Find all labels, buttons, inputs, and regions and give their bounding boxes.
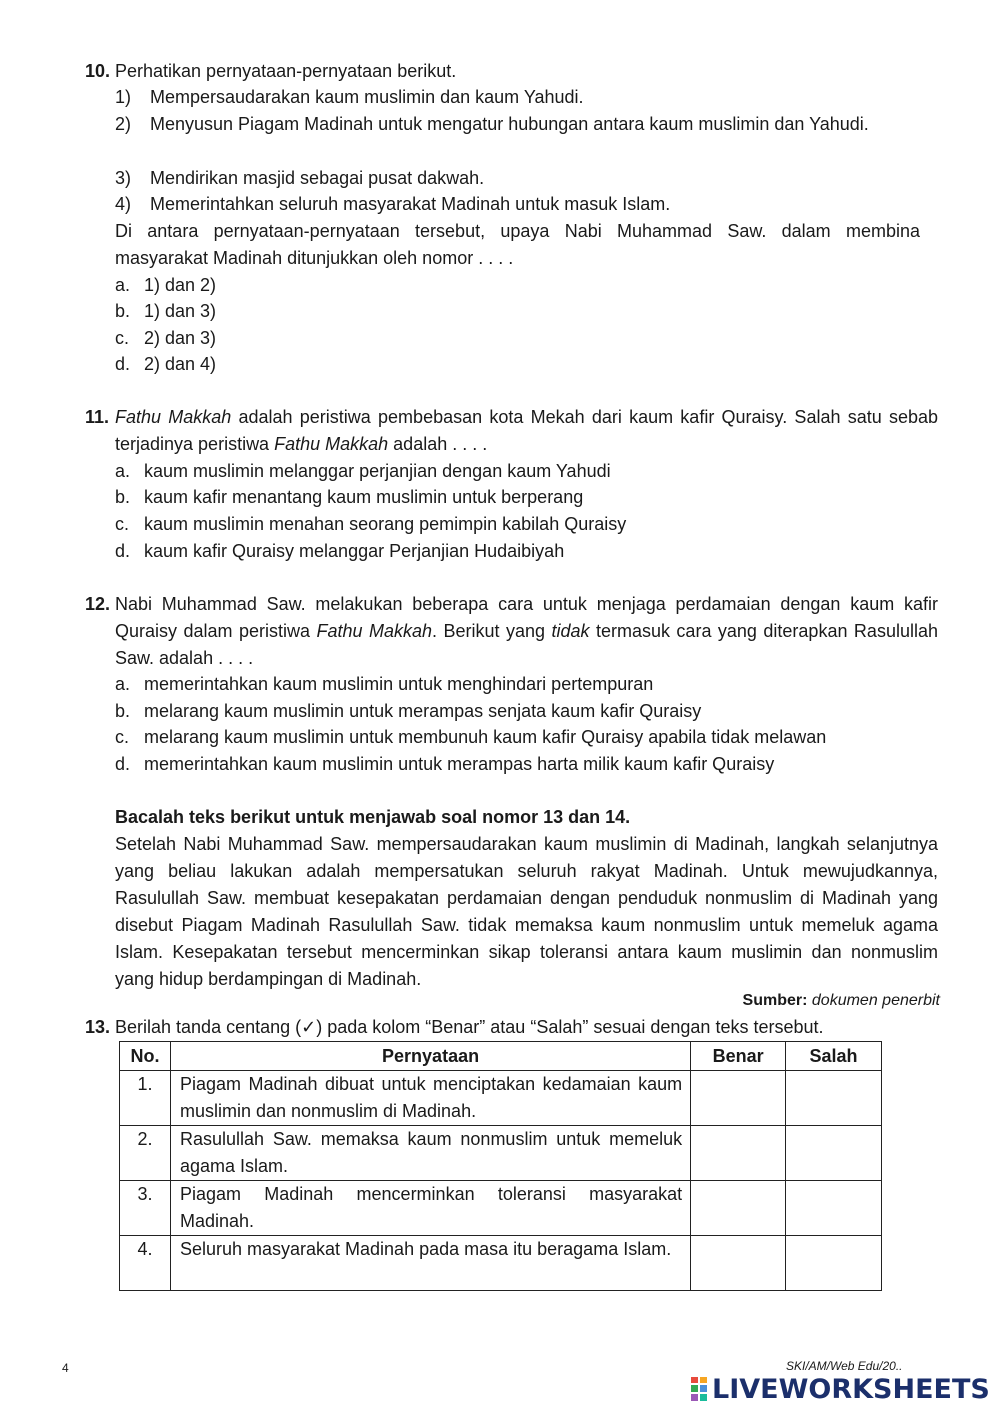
header-salah: Salah	[786, 1042, 882, 1071]
row-statement: Piagam Madinah dibuat untuk menciptakan kedamaian kaum muslimin dan nonmuslim di Madinah.	[170, 1071, 690, 1126]
reading-source	[743, 990, 940, 1012]
q11-italic-term: Fathu Makkah	[115, 407, 232, 427]
q12-italic-not: tidak	[551, 621, 590, 641]
table-header-row	[120, 1042, 882, 1071]
row-number: 2.	[120, 1126, 171, 1181]
q10-statement-num: 2)	[115, 114, 132, 134]
logo-square	[699, 1376, 708, 1384]
document-code: SKI/AM/Web Edu/20..	[786, 1359, 903, 1373]
q10-option-d[interactable]: 2) dan 4)	[144, 354, 217, 374]
q11-option-c[interactable]: kaum muslimin menahan seorang pemimpin kabilah Quraisy	[144, 514, 627, 534]
salah-cell[interactable]	[786, 1236, 882, 1291]
table-row	[120, 1071, 882, 1126]
q11-option-b-letter: b.	[115, 487, 131, 507]
q12-stem-b: . Berikut yang	[432, 621, 545, 641]
page-number: 4	[62, 1361, 69, 1375]
q10-option-d-letter: d.	[115, 354, 131, 374]
row-number: 3.	[120, 1181, 171, 1236]
q12-stem-c: termasuk cara yang diterapkan Rasulullah Saw. adalah . . . .	[115, 621, 938, 668]
q11-stem	[115, 404, 938, 458]
benar-cell[interactable]	[691, 1126, 786, 1181]
q10-statement: Memerintahkan seluruh masyarakat Madinah untuk masuk Islam.	[150, 194, 671, 214]
row-number: 4.	[120, 1236, 171, 1291]
source-value: dokumen penerbit	[811, 992, 940, 1009]
header-statement: Pernyataan	[170, 1042, 690, 1071]
salah-cell[interactable]	[786, 1126, 882, 1181]
reading-heading: Bacalah teks berikut untuk menjawab soal nomor 13 dan 14.	[115, 807, 631, 827]
row-statement: Piagam Madinah mencerminkan toleransi masyarakat Madinah.	[170, 1181, 690, 1236]
q13-number: 13.	[85, 1017, 111, 1037]
reading-passage: Setelah Nabi Muhammad Saw. mempersaudarakan kaum muslimin di Madinah, langkah selanjutnya yang beliau lakukan adalah mempersatukan seluruh rakyat Madinah. Untuk mewujudkannya, Rasulullah Saw. membuat kesepakatan perdamaian dengan penduduk nonmuslim di Madinah yang disebut Piagam Madinah Rasulullah Saw. tidak memaksa kaum nonmuslim untuk memeluk agama Islam. Kesepakatan tersebut mencerminkan sikap toleransi antara kaum muslimin dan nonmuslim yang hidup berdampingan di Madinah.	[115, 834, 938, 989]
q11-option-b[interactable]: kaum kafir menantang kaum muslimin untuk berperang	[144, 487, 584, 507]
logo-square	[690, 1393, 699, 1402]
q12-option-a-letter: a.	[115, 674, 131, 694]
row-statement: Seluruh masyarakat Madinah pada masa itu beragama Islam.	[170, 1236, 690, 1291]
logo-square	[690, 1376, 699, 1384]
q10-option-b[interactable]: 1) dan 3)	[144, 301, 217, 321]
row-statement: Rasulullah Saw. memaksa kaum nonmuslim untuk memeluk agama Islam.	[170, 1126, 690, 1181]
benar-cell[interactable]	[691, 1071, 786, 1126]
row-number: 1.	[120, 1071, 171, 1126]
q10-stem: Perhatikan pernyataan-pernyataan berikut.	[115, 61, 457, 81]
q10-statement: Menyusun Piagam Madinah untuk mengatur hubungan antara kaum muslimin dan Yahudi.	[150, 114, 869, 134]
q10-statement-num: 3)	[115, 168, 132, 188]
header-benar: Benar	[691, 1042, 786, 1071]
liveworksheets-logo[interactable]	[690, 1374, 990, 1404]
q10-question: Di antara pernyataan-pernyataan tersebut, upaya Nabi Muhammad Saw. dalam membina masyarakat Madinah ditunjukkan oleh nomor . . . .	[115, 221, 920, 268]
salah-cell[interactable]	[786, 1181, 882, 1236]
q12-option-b[interactable]: melarang kaum muslimin untuk merampas senjata kaum kafir Quraisy	[144, 701, 702, 721]
q11-option-d-letter: d.	[115, 541, 131, 561]
q12-stem-a: Nabi Muhammad Saw. melakukan beberapa cara untuk menjaga perdamaian dengan kaum kafir Quraisy dalam peristiwa	[115, 594, 938, 641]
q11-stem-a: adalah peristiwa pembebasan kota Mekah dari kaum kafir Quraisy. Salah satu sebab terjadinya peristiwa	[115, 407, 938, 454]
q11-option-a-letter: a.	[115, 461, 131, 481]
benar-cell[interactable]	[691, 1236, 786, 1291]
logo-square	[699, 1393, 708, 1402]
q13-table	[119, 1041, 882, 1291]
q11-option-a[interactable]: kaum muslimin melanggar perjanjian dengan kaum Yahudi	[144, 461, 611, 481]
logo-text: LIVEWORKSHEETS	[712, 1373, 990, 1405]
q11-stem-b: adalah . . . .	[393, 434, 488, 454]
source-label: Sumber:	[742, 992, 808, 1009]
q12-option-d[interactable]: memerintahkan kaum muslimin untuk merampas harta milik kaum kafir Quraisy	[144, 754, 775, 774]
salah-cell[interactable]	[786, 1071, 882, 1126]
q12-option-c-letter: c.	[115, 727, 130, 747]
logo-square	[699, 1384, 708, 1393]
header-no: No.	[120, 1042, 171, 1071]
q12-option-b-letter: b.	[115, 701, 131, 721]
q12-option-d-letter: d.	[115, 754, 131, 774]
q11-number: 11.	[85, 407, 110, 427]
q10-option-c[interactable]: 2) dan 3)	[144, 328, 217, 348]
q12-number: 12.	[85, 594, 111, 614]
q10-option-a-letter: a.	[115, 275, 131, 295]
q11-option-c-letter: c.	[115, 514, 130, 534]
q10-option-a[interactable]: 1) dan 2)	[144, 275, 217, 295]
logo-square	[690, 1384, 699, 1393]
q10-option-c-letter: c.	[115, 328, 130, 348]
q12-stem	[115, 591, 938, 672]
table-row	[120, 1181, 882, 1236]
q12-option-c[interactable]: melarang kaum muslimin untuk membunuh kaum kafir Quraisy apabila tidak melawan	[144, 727, 827, 747]
q10-number: 10.	[85, 61, 111, 81]
logo-grid-icon	[690, 1376, 708, 1402]
table-row	[120, 1236, 882, 1291]
q11-option-d[interactable]: kaum kafir Quraisy melanggar Perjanjian Hudaibiyah	[144, 541, 565, 561]
table-row	[120, 1126, 882, 1181]
q10-statement-num: 1)	[115, 87, 132, 107]
q10-statement: Mendirikan masjid sebagai pusat dakwah.	[150, 168, 485, 188]
benar-cell[interactable]	[691, 1181, 786, 1236]
q10-statement-num: 4)	[115, 194, 132, 214]
q13-stem: Berilah tanda centang (✓) pada kolom “Benar” atau “Salah” sesuai dengan teks tersebut.	[115, 1017, 824, 1037]
q11-italic-term-2: Fathu Makkah	[274, 434, 389, 454]
q10-statement: Mempersaudarakan kaum muslimin dan kaum Yahudi.	[150, 87, 584, 107]
q12-italic-term: Fathu Makkah	[316, 621, 432, 641]
q12-option-a[interactable]: memerintahkan kaum muslimin untuk menghindari pertempuran	[144, 674, 654, 694]
q10-option-b-letter: b.	[115, 301, 131, 321]
